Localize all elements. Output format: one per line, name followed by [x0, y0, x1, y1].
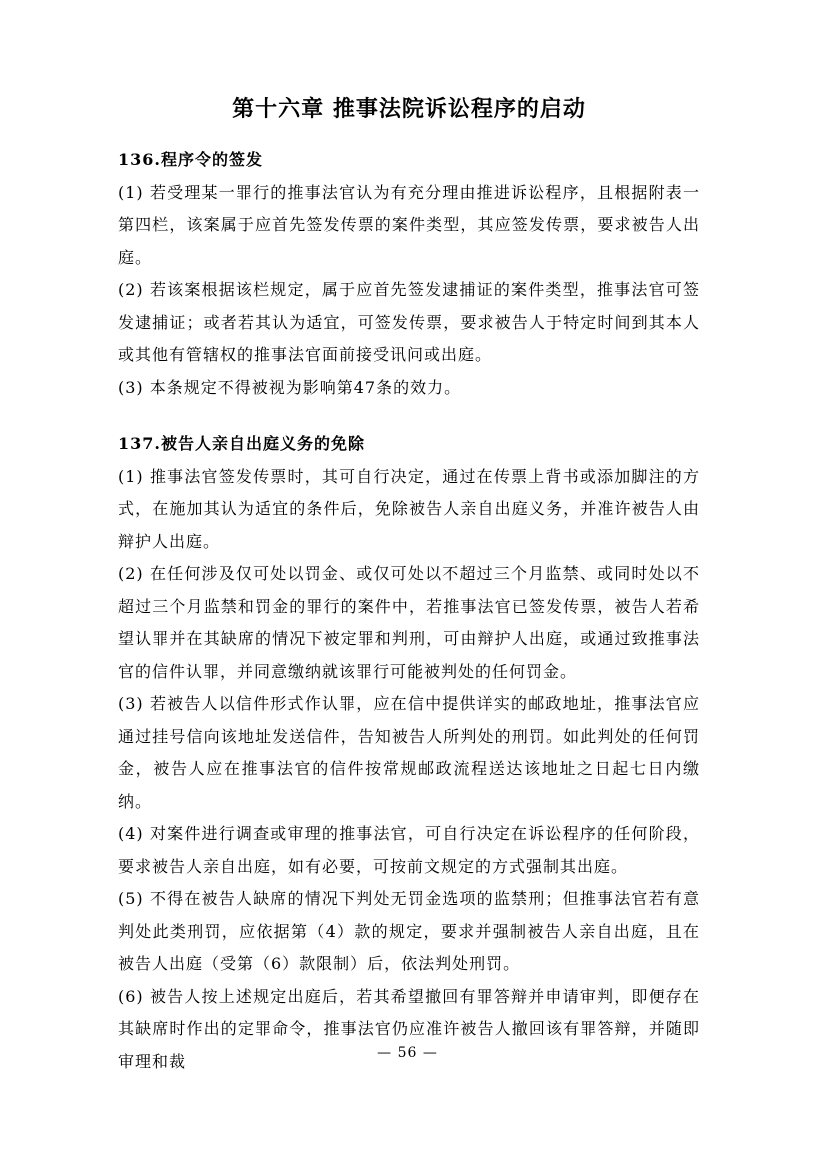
section-136-paragraph-3: (3) 本条规定不得被视为影响第47条的效力。	[118, 377, 462, 397]
section-137-paragraph-4: (4) 对案件进行调查或审理的推事法官，可自行决定在诉讼程序的任何阶段，要求被告人亲自出庭，如有必要，可按前文规定的方式强制其出庭。	[118, 824, 700, 876]
section-136-heading: 136.程序令的签发	[118, 150, 263, 169]
section-136-paragraph-1: (1) 若受理某一罪行的推事法官认为有充分理由推进诉讼程序，且根据附表一第四栏，该案属于应首先签发传票的案件类型，其应签发传票，要求被告人出庭。	[118, 182, 700, 267]
section-137-paragraph-6: (6) 被告人按上述规定出庭后，若其希望撤回有罪答辩并申请审判，即便存在其缺席时作出的定罪命令，推事法官仍应准许被告人撤回该有罪答辩，并随即审理和裁	[118, 986, 700, 1071]
page-number: — 56 —	[377, 1045, 438, 1061]
section-137-heading: 137.被告人亲自出庭义务的免除	[118, 434, 365, 453]
section-136	[118, 144, 700, 404]
section-137	[118, 428, 700, 1078]
section-137-paragraph-2: (2) 在任何涉及仅可处以罚金、或仅可处以不超过三个月监禁、或同时处以不超过三个月监禁和罚金的罪行的案件中，若推事法官已签发传票，被告人若希望认罪并在其缺席的情况下被定罪和判刑，可由辩护人出庭，或通过致推事法官的信件认罪，并同意缴纳就该罪行可能被判处的任何罚金。	[118, 564, 700, 681]
document-page	[0, 94, 815, 1149]
section-136-paragraph-2: (2) 若该案根据该栏规定，属于应首先签发逮捕证的案件类型，推事法官可签发逮捕证；或者若其认为适宜，可签发传票，要求被告人于特定时间到其本人或其他有管辖权的推事法官面前接受讯问或出庭。	[118, 280, 700, 364]
chapter-title: 第十六章 推事法院诉讼程序的启动	[232, 96, 586, 122]
section-137-paragraph-5: (5) 不得在被告人缺席的情况下判处无罚金选项的监禁刑；但推事法官若有意判处此类刑罚，应依据第（4）款的规定，要求并强制被告人亲自出庭，且在被告人出庭（受第（6）款限制）后，依法判处刑罚。	[118, 889, 700, 973]
section-137-paragraph-1: (1) 推事法官签发传票时，其可自行决定，通过在传票上背书或添加脚注的方式，在施加其认为适宜的条件后，免除被告人亲自出庭义务，并准许被告人由辩护人出庭。	[118, 466, 700, 551]
section-137-paragraph-3: (3) 若被告人以信件形式作认罪，应在信中提供详实的邮政地址，推事法官应通过挂号信向该地址发送信件，告知被告人所判处的刑罚。如此判处的任何罚金，被告人应在推事法官的信件按常规邮政流程送达该地址之日起七日内缴纳。	[118, 694, 700, 811]
